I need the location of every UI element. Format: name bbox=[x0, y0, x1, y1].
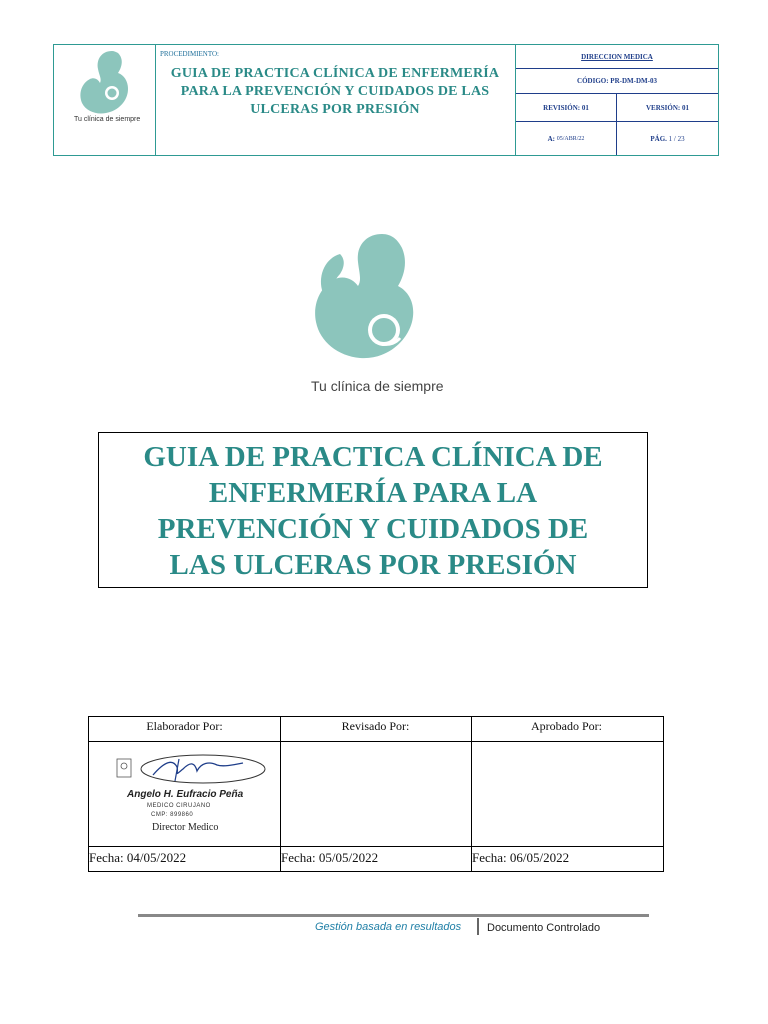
signer-role: Director Medico bbox=[152, 822, 219, 833]
column-elaborador: Elaborador Por: bbox=[146, 719, 223, 733]
revision-cell bbox=[516, 94, 617, 122]
revision: REVISIÓN: 01 bbox=[543, 103, 589, 112]
page-value: 1 / 23 bbox=[668, 134, 685, 143]
page-label: PÁG. bbox=[650, 134, 667, 143]
header-title: GUIA DE PRACTICA CLÍNICA DE ENFERMERÍA PARA LA PREVENCIÓN Y CUIDADOS DE LAS ULCERAS POR PRESIÓN bbox=[170, 66, 500, 117]
department-cell bbox=[516, 45, 718, 69]
date-cell bbox=[516, 122, 617, 155]
header-title-cell bbox=[155, 45, 516, 155]
fecha-aprobado: Fecha: 06/05/2022 bbox=[472, 850, 570, 865]
signer-name: Angelo H. Eufracio Peña bbox=[127, 789, 244, 800]
document-code: CÓDIGO: PR-DM-DM-03 bbox=[577, 77, 657, 85]
footer-rule bbox=[138, 914, 649, 917]
date-label: A: bbox=[547, 134, 555, 143]
column-aprobado: Aprobado Por: bbox=[531, 719, 602, 733]
title-line-3: PREVENCIÓN Y CUIDADOS DE bbox=[157, 513, 589, 545]
procedure-label: PROCEDIMIENTO: bbox=[160, 50, 219, 58]
signer-title: MEDICO CIRUJANO bbox=[147, 803, 211, 809]
page-cell bbox=[617, 122, 718, 155]
clinic-main-logo-icon bbox=[300, 226, 430, 374]
clinic-logo-icon bbox=[72, 47, 138, 117]
department: DIRECCION MEDICA bbox=[581, 52, 653, 61]
version-cell bbox=[617, 94, 718, 122]
date-value: 05/ABR/22 bbox=[556, 135, 585, 142]
table-divider bbox=[89, 741, 663, 742]
fecha-elaborador: Fecha: 04/05/2022 bbox=[89, 850, 187, 865]
header-logo-cell bbox=[54, 45, 156, 155]
footer-tagline: Gestión basada en resultados bbox=[315, 921, 462, 933]
header-logo-caption: Tu clínica de siempre bbox=[74, 116, 141, 123]
document-title bbox=[99, 439, 647, 583]
footer-controlled: Documento Controlado bbox=[487, 922, 601, 934]
column-revisado: Revisado Por: bbox=[341, 719, 410, 733]
title-line-1: GUIA DE PRACTICA CLÍNICA DE bbox=[143, 441, 603, 473]
header-meta-cell bbox=[516, 45, 718, 155]
table-divider bbox=[89, 846, 663, 847]
version: VERSIÓN: 01 bbox=[646, 103, 689, 112]
title-line-2: ENFERMERÍA PARA LA bbox=[208, 477, 538, 509]
signer-cmp: CMP: 899860 bbox=[151, 812, 194, 818]
signature-icon bbox=[113, 751, 273, 791]
footer-separator bbox=[477, 918, 479, 935]
approvals-table bbox=[88, 716, 664, 872]
code-cell bbox=[516, 69, 718, 94]
fecha-revisado: Fecha: 05/05/2022 bbox=[281, 850, 379, 865]
clinic-logo-caption: Tu clínica de siempre bbox=[311, 378, 444, 394]
document-header bbox=[53, 44, 719, 156]
document-title-box bbox=[98, 432, 648, 588]
title-line-4: LAS ULCERAS POR PRESIÓN bbox=[169, 549, 577, 581]
